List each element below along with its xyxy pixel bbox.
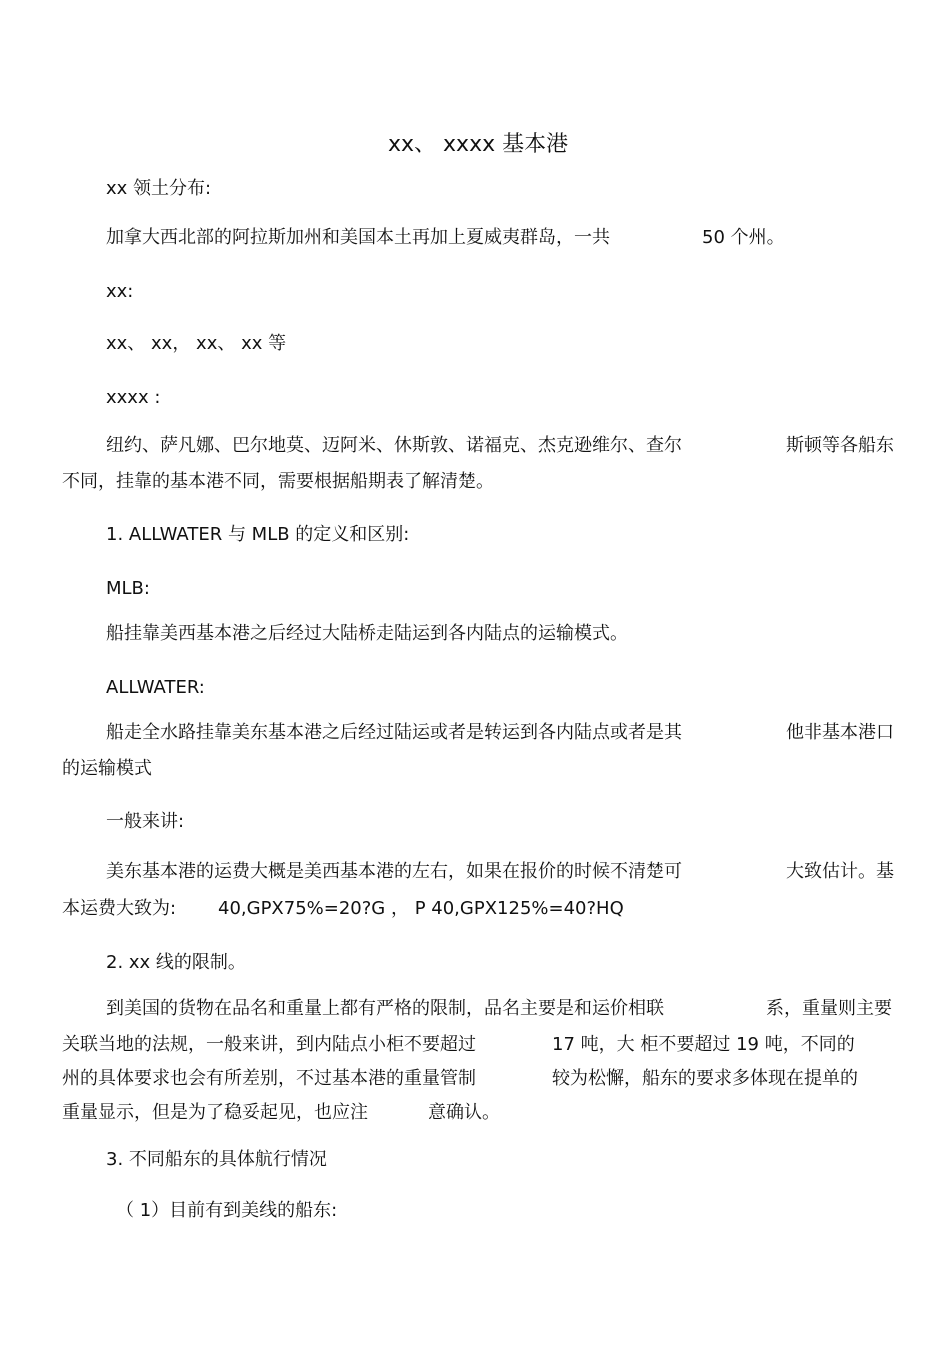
allwater-line-1-end: 他非基本港口 — [786, 722, 894, 743]
allwater-line-1: 船走全水路挂靠美东基本港之后经过陆运或者是转运到各内陆点或者是其 — [106, 722, 682, 743]
section-2-line-3-end: 较为松懈，船东的要求多体现在提单的 — [552, 1068, 858, 1089]
general-line-1-end: 大致估计。基 — [786, 861, 894, 882]
ports-line-1-end: 斯顿等各船东 — [786, 435, 894, 456]
section-3-heading: 3. 不同船东的具体航行情况 — [106, 1149, 327, 1170]
section-2-line-1-end: 系，重量则主要 — [766, 998, 892, 1019]
general-label: 一般来讲: — [106, 811, 185, 832]
section-2-heading: 2. xx 线的限制。 — [106, 952, 246, 973]
ports-line-2: 不同，挂靠的基本港不同，需要根据船期表了解清楚。 — [62, 471, 494, 492]
section-2-line-4-end: 意确认。 — [428, 1102, 500, 1123]
freight-formula: 40,GPX75%=20?G ， P 40,GPX125%=40?HQ — [218, 898, 624, 919]
mlb-text: 船挂靠美西基本港之后经过大陆桥走陆运到各内陆点的运输模式。 — [106, 623, 628, 644]
section-2-line-1: 到美国的货物在品名和重量上都有严格的限制，品名主要是和运价相联 — [106, 998, 664, 1019]
section-2-line-3: 州的具体要求也会有所差别，不过基本港的重量管制 — [62, 1068, 476, 1089]
document-title: xx、 xxxx 基本港 — [388, 132, 569, 157]
allwater-label: ALLWATER: — [106, 677, 205, 698]
territory-label: xx 领土分布: — [106, 178, 212, 199]
xxxx-label: xxxx : — [106, 387, 161, 408]
allwater-line-2: 的运输模式 — [62, 758, 152, 779]
xx-label: xx: — [106, 281, 134, 302]
section-2-line-4: 重量显示，但是为了稳妥起见，也应注 — [62, 1102, 368, 1123]
ports-line-1: 纽约、萨凡娜、巴尔地莫、迈阿米、休斯敦、诺福克、杰克逊维尔、查尔 — [106, 435, 682, 456]
general-line-2: 本运费大致为: — [62, 898, 177, 919]
mlb-label: MLB: — [106, 578, 150, 599]
section-2-line-2: 关联当地的法规，一般来讲，到内陆点小柜不要超过 — [62, 1034, 476, 1055]
territory-text: 加拿大西北部的阿拉斯加州和美国本土再加上夏威夷群岛，一共 — [106, 227, 610, 248]
xx-list: xx、 xx， xx、 xx 等 — [106, 333, 287, 354]
general-line-1: 美东基本港的运费大概是美西基本港的左右，如果在报价的时候不清楚可 — [106, 861, 682, 882]
section-2-line-2-end: 17 吨，大 柜不要超过 19 吨，不同的 — [552, 1034, 855, 1055]
section-3-subheading: （ 1）目前有到美线的船东: — [116, 1200, 338, 1221]
section-1-heading: 1. ALLWATER 与 MLB 的定义和区别: — [106, 524, 410, 545]
territory-count: 50 个州。 — [702, 227, 785, 248]
